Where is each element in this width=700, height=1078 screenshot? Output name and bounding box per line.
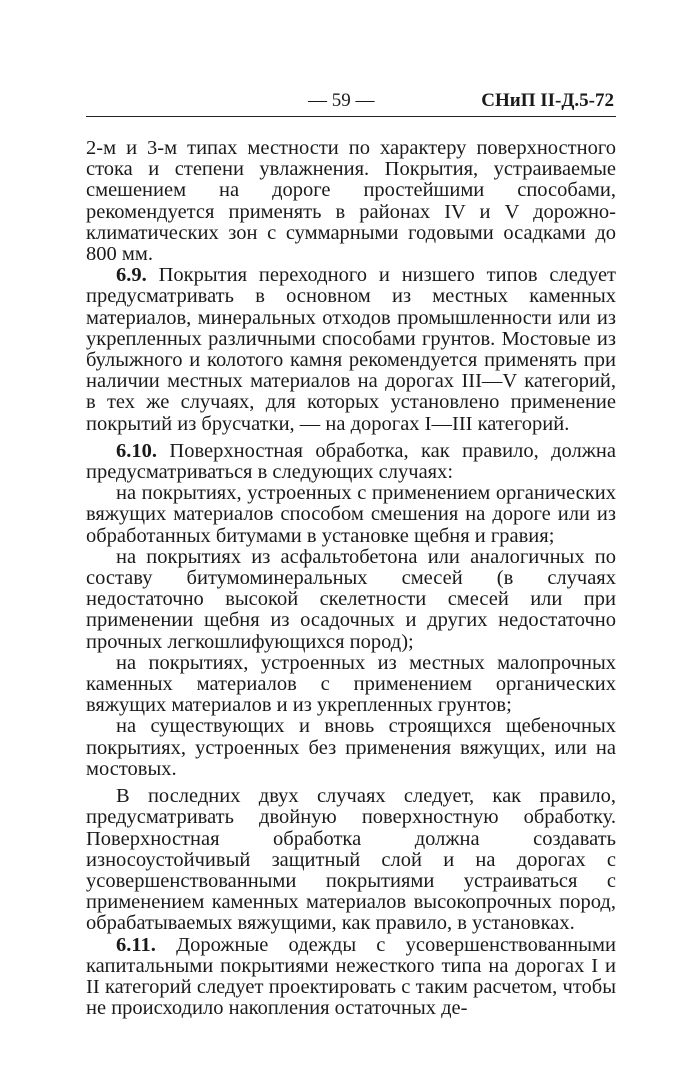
section-number: 6.11. [116,933,156,956]
section-6-11 [86,935,616,1020]
paragraph-text: на покрытиях из асфальтобетона или аналогичных по составу битумоминеральных смесей (в случаях недостаточно высокой скелетности смесей или при применении щебня из осадочных и других недостаточно прочных легкошлифующихся пород); [86,545,616,653]
list-item [86,547,616,653]
list-item [86,483,616,547]
paragraph-text: Поверхностная обработка, как правило, должна предусматриваться в следующих случаях: [86,439,616,484]
section-6-10 [86,441,616,483]
paragraph [86,786,616,934]
section-6-9 [86,265,616,435]
paragraph-text: В последних двух случаях следует, как правило, предусматривать двойную поверхностную обработку. Поверхностная обработка должна создавать износоустойчивый защитный слой и на дорогах с усовершенствованными покрытиями устраиваться с применением каменных материалов высокопрочных пород, обрабатываемых вяжущими, как правило, в установках. [86,785,616,935]
section-number: 6.9. [116,264,147,287]
page-number: — 59 — [308,90,375,111]
document-code: СНиП II-Д.5-72 [481,90,614,111]
paragraph-text: на покрытиях, устроенных с применением органических вяжущих материалов способом смешения на дороге или из обработанных битумами в установке щебня и гравия; [86,482,616,547]
body-text [86,138,616,1019]
paragraph-text: на существующих и вновь строящихся щебеночных покрытиях, устроенных без применения вяжущих, или на мостовых. [86,715,616,780]
page-header [86,86,616,117]
paragraph-continuation [86,138,616,265]
list-item [86,716,616,780]
list-item [86,653,616,717]
paragraph-text: Покрытия переходного и низшего типов следует предусматривать в основном из местных каменных материалов, минеральных отходов промышленности или из укрепленных различными способами грунтов. Мостовые из булыжного и колотого камня рекомендуется применять при наличии местных материалов на дорогах III—V категорий, в тех же случаях, для которых установлено применение покрытий из брусчатки, — на дорогах I—III категорий. [86,264,616,435]
paragraph-text: Дорожные одежды с усовершенствованными капитальными покрытиями нежесткого типа на дорогах I и II категорий следует проектировать с таким расчетом, чтобы не происходило накопления остаточных де- [86,933,616,1020]
paragraph-text: на покрытиях, устроенных из местных малопрочных каменных материалов с применением органических вяжущих материалов и из укрепленных грунтов; [86,651,616,717]
section-number: 6.10. [116,439,157,462]
paragraph-text: 2-м и 3-м типах местности по характеру поверхностного стока и степени увлажнения. Покрытия, устраиваемые смешением на дороге простейшими способами, рекомендуется применять в районах IV и V дорожно-климатических зон с суммарными годовыми осадками до 800 мм. [86,137,616,266]
